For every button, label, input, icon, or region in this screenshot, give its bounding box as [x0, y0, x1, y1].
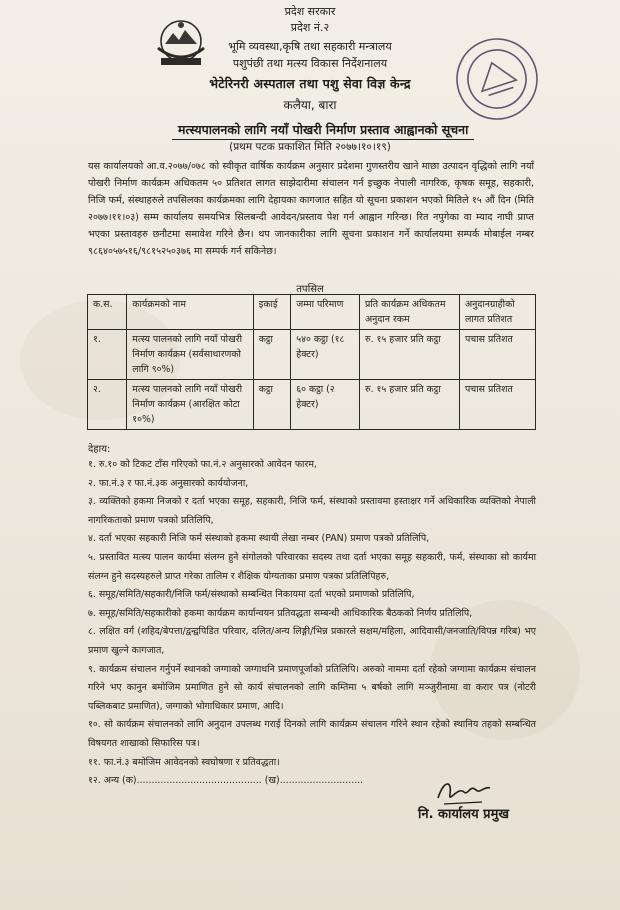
office-location: कलैया, बारा [283, 98, 337, 112]
column-header: जम्मा परिमाण [291, 295, 360, 330]
header-line-4: पशुपंछी तथा मत्स्य विकास निर्देशनालय [232, 57, 388, 70]
table-cell: पचास प्रतिशत [459, 380, 535, 430]
list-item: ९. कार्यक्रम संचालन गर्नुपर्ने स्थानको जग्गाको जग्गाधनि प्रमाणपूर्जाको प्रतिलिपि। अरुको नाममा दर्ता रहेको जग्गामा कार्यक्रम संचालन गरिने भए कानुन बमोजिम प्रमाणित हुने सो कार्य संचालनको लागि कम्तिमा ५ बर्षको लागि मञ्जुरीनामा वा करार पत्र (नोटरी पब्लिकबाट प्रमाणित), जग्गाको भोगाधिकार प्रमाण, आदि। [88, 663, 536, 712]
table-cell: रु. १५ हजार प्रति कट्ठा [359, 380, 459, 430]
office-name: भेटेरिनरी अस्पताल तथा पशु सेवा विज्ञ केन्द्र [209, 76, 411, 91]
table-cell: कट्ठा [253, 330, 290, 380]
header-line-2: प्रदेश नं.२ [290, 21, 330, 34]
table-header-row [88, 295, 536, 330]
requirements-heading: देहाय: [88, 444, 111, 455]
office-stamp-icon [452, 34, 542, 124]
table-cell: पचास प्रतिशत [459, 330, 535, 380]
notice-title: मत्स्यपालनको लागि नयाँ पोखरी निर्माण प्रस्ताव आह्वानको सूचना [172, 120, 474, 140]
notice-body: यस कार्यालयको आ.व.२०७७/०७८ को स्वीकृत वार्षिक कार्यक्रम अनुसार प्रदेशमा गुणस्तरीय खाने माछा उत्पादन वृद्धिको लागि नयाँ पोखरी निर्माण कार्यक्रम अधिकतम ५० प्रतिशत लागत साझेदारीमा संचालन गर्न इच्छुक नेपाली नागरिक, कृषक समूह, सहकारी, निजि फर्म, संस्थाहरुले तपसिलका कार्यक्रमका लागि देहायका कागजात सहित यो सूचना प्रकाशन भएको मितिले १५ औं दिन (मिति २०७७।११।०३) सम्म कार्यालय समयभित्र सिलबन्दी आवेदन/प्रस्ताव पेश गर्न आह्वान गरिन्छ। रित नपुगेका वा म्याद नाघी प्राप्त भएका प्रस्तावहरु छनौटमा समावेश गरिने छैन। थप जानकारीका लागि सूचना प्रकाशन गर्ने कार्यालयमा सम्पर्क मोबाईल नम्बर ९८६४०५७५१६/९८१५२५०३७६ मा सम्पर्क गर्न सकिनेछ। [88, 161, 534, 257]
list-item: ३. व्यक्तिको हकमा निजको र दर्ता भएका समूह, सहकारी, निजि फर्म, संस्थाको प्रस्तावमा हस्ताक्षर गर्ने अधिकारिक व्यक्तिको नेपाली नागरिकताको प्रमाण पत्रको प्रतिलिपि, [88, 496, 536, 526]
table-cell: रु. १५ हजार प्रति कट्ठा [359, 330, 459, 380]
table-cell: १. [88, 330, 127, 380]
list-item: ११. फा.नं.३ बमोजिम आवेदनको स्वघोषणा र प्रतिवद्धता। [88, 756, 280, 768]
list-item: ८. लक्षित वर्ग (शहिद/बेपत्ता/द्वन्द्वपिडित परिवार, दलित/अन्य लिङ्गी/भिन्न प्रकारले सक्षम/महिला, आदिवासी/जनजाति/विपन्न गरिब) भए प्रमाण खुल्ने कागजात, [88, 626, 536, 656]
list-item: ७. समूह/समिति/सहकारीको हकमा कार्यक्रम कार्यान्वयन प्रतिवद्धता सम्बन्धी आधिकारिक बैठकको निर्णय प्रतिलिपि, [88, 607, 473, 619]
schedule-table [87, 294, 536, 430]
list-item: ६. समूह/समिति/सहकारी/निजि फर्म/संस्थाको सम्बन्धित निकायमा दर्ता भएको प्रमाणको प्रतिलिपि, [88, 589, 415, 601]
notice-subtitle: (प्रथम पटक प्रकाशित मिति २०७७।१०।१९) [229, 141, 391, 153]
table-row [88, 380, 536, 430]
list-item: ५. प्रस्तावित मत्स्य पालन कार्यमा संलग्न हुने संगोलको परिवारका सदस्य तथा दर्ता भएका समूह सहकारी, फर्म, संस्थाका सो कार्यमा संलग्न हुने सदस्यहरुले प्राप्त गरेका तालिम र शैक्षिक योग्यताका प्रमाण पत्रका प्रतिलिपिहरु, [88, 551, 536, 582]
table-cell: २. [88, 380, 127, 430]
table-cell: मत्स्य पालनको लागि नयाँ पोखरी निर्माण कार्यक्रम (आरक्षित कोटा १०%) [127, 380, 253, 430]
table-cell: ६० कट्ठा (२ हेक्टर) [291, 380, 360, 430]
list-item: १०. सो कार्यक्रम संचालनको लागि अनुदान उपलब्ध गराई दिनको लागि कार्यक्रम संचालन गरिने स्थान रहेको स्थानिय तहको सम्बन्धित विषयगत शाखाको सिफारिस पत्र। [88, 719, 536, 749]
column-header: अनुदानग्राहीको लागत प्रतिशत [459, 295, 535, 330]
table-cell: ५४० कट्ठा (१८ हेक्टर) [291, 330, 360, 380]
column-header: प्रति कार्यक्रम अधिकतम अनुदान रकम [359, 295, 459, 330]
table-cell: मत्स्य पालनको लागि नयाँ पोखरी निर्माण कार्यक्रम (सर्वसाधारणको लागि ९०%) [127, 330, 253, 380]
header-line-3: भूमि व्यवस्था,कृषि तथा सहकारी मन्त्रालय [228, 40, 392, 53]
requirements-list [88, 456, 536, 791]
column-header: इकाई [253, 295, 290, 330]
list-item: ४. दर्ता भएका सहकारी निजि फर्म संस्थाको हकमा स्थायी लेखा नम्बर (PAN) प्रमाण पत्रको प्रतिलिपि, [88, 533, 430, 545]
list-item: १. रु.१० को टिकट टाँस गरिएको फा.नं.२ अनुसारको आवेदन फारम, [88, 459, 317, 470]
office-head-signatory: नि. कार्यालय प्रमुख [418, 807, 509, 822]
column-header: कार्यक्रमको नाम [127, 295, 253, 330]
list-item: २. फा.नं.३ र फा.नं.३क अनुसारको कार्ययोजना, [88, 477, 249, 489]
table-row [88, 330, 536, 380]
column-header: क.स. [88, 295, 127, 330]
header-line-1: प्रदेश सरकार [284, 5, 336, 18]
table-cell: कट्ठा [253, 380, 290, 430]
list-item: १२. अन्य (क).......................................... (ख)............................ [88, 775, 364, 787]
table-caption: तपसिल [296, 284, 324, 295]
